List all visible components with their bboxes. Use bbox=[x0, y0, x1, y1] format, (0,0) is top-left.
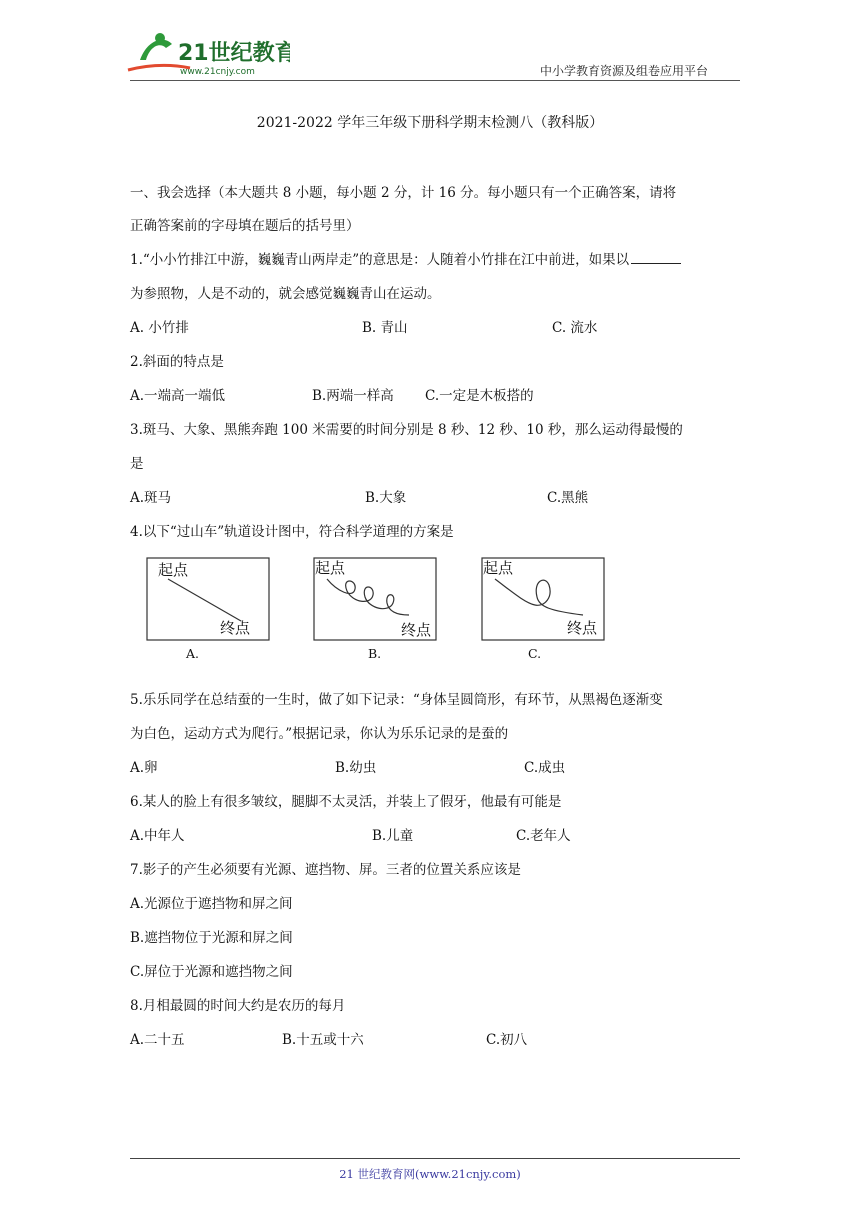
option-b: B.两端一样高 bbox=[312, 388, 394, 404]
start-label: 起点 bbox=[158, 561, 189, 579]
start-label: 起点 bbox=[315, 559, 346, 577]
option-b: B.遮挡物位于光源和屏之间 bbox=[130, 930, 293, 946]
question-5-line1: 5.乐乐同学在总结蚕的一生时，做了如下记录：“身体呈圆筒形，有环节，从黑褐色逐渐变 bbox=[130, 692, 663, 708]
question-1-line1 bbox=[130, 248, 681, 268]
track-path bbox=[327, 579, 409, 615]
track-diagram-a bbox=[146, 557, 270, 641]
question-6-text: 6.某人的脸上有很多皱纹，腿脚不太灵活，并装上了假牙，他最有可能是 bbox=[130, 794, 562, 810]
option-b: B.幼虫 bbox=[335, 760, 377, 776]
question-1-line2: 为参照物，人是不动的，就会感觉巍巍青山在运动。 bbox=[130, 286, 441, 302]
diagram-b-label: B. bbox=[368, 646, 382, 661]
site-logo bbox=[120, 30, 290, 80]
option-a: A. 小竹排 bbox=[130, 320, 189, 336]
option-b: B. 青山 bbox=[362, 320, 408, 336]
question-8-text: 8.月相最圆的时间大约是农历的每月 bbox=[130, 998, 346, 1014]
diagram-c-label: C. bbox=[528, 646, 542, 661]
track-diagram-b bbox=[313, 557, 437, 641]
diagram-a-label: A. bbox=[186, 646, 200, 661]
end-label: 终点 bbox=[567, 619, 598, 637]
end-label: 终点 bbox=[220, 619, 251, 637]
footer-divider bbox=[130, 1158, 740, 1159]
option-c: C.老年人 bbox=[516, 828, 571, 844]
option-a: A.一端高一端低 bbox=[130, 388, 226, 404]
option-b: B.儿童 bbox=[372, 828, 414, 844]
question-3-line1: 3.斑马、大象、黑熊奔跑 100 米需要的时间分别是 8 秒、12 秒、10 秒，那么运动得最慢的 bbox=[130, 422, 683, 438]
option-b: B.十五或十六 bbox=[282, 1032, 364, 1048]
logo-main-text: 21世纪教育 bbox=[178, 41, 290, 66]
option-c: C.黑熊 bbox=[547, 490, 589, 506]
track-path bbox=[168, 579, 241, 621]
runner-icon bbox=[140, 40, 172, 60]
question-4-text: 4.以下“过山车”轨道设计图中，符合科学道理的方案是 bbox=[130, 524, 454, 540]
end-label: 终点 bbox=[401, 621, 432, 639]
option-c: C.成虫 bbox=[524, 760, 566, 776]
question-3-line2: 是 bbox=[130, 456, 144, 472]
question-2-text: 2.斜面的特点是 bbox=[130, 354, 224, 370]
track-diagram-c bbox=[481, 557, 605, 641]
option-a: A.二十五 bbox=[130, 1032, 185, 1048]
option-a: A.斑马 bbox=[130, 490, 172, 506]
question-5-line2: 为白色，运动方式为爬行。”根据记录，你认为乐乐记录的是蚕的 bbox=[130, 726, 509, 742]
question-7-text: 7.影子的产生必须要有光源、遮挡物、屏。三者的位置关系应该是 bbox=[130, 862, 521, 878]
section-heading-line1: 一、我会选择（本大题共 8 小题，每小题 2 分，计 16 分。每小题只有一个正确答案，请将 bbox=[130, 185, 677, 201]
option-a: A.中年人 bbox=[130, 828, 185, 844]
option-b: B.大象 bbox=[365, 490, 407, 506]
answer-blank bbox=[631, 253, 681, 264]
page-title: 2021-2022 学年三年级下册科学期末检测八（教科版） bbox=[256, 115, 604, 131]
start-label: 起点 bbox=[483, 559, 514, 577]
option-a: A.卵 bbox=[130, 760, 158, 776]
option-c: C.屏位于光源和遮挡物之间 bbox=[130, 964, 293, 980]
section-heading-line2: 正确答案前的字母填在题后的括号里） bbox=[130, 218, 360, 234]
header-divider bbox=[130, 80, 740, 81]
track-path bbox=[495, 579, 583, 615]
logo-sub-text: www.21cnjy.com bbox=[180, 67, 255, 77]
header-platform-text: 中小学教育资源及组卷应用平台 bbox=[540, 64, 709, 78]
footer-link[interactable]: 21 世纪教育网(www.21cnjy.com) bbox=[339, 1167, 521, 1181]
question-1-text: 1.“小小竹排江中游，巍巍青山两岸走”的意思是：人随着小竹排在江中前进，如果以 bbox=[130, 252, 630, 268]
option-a: A.光源位于遮挡物和屏之间 bbox=[130, 896, 293, 912]
option-c: C.一定是木板搭的 bbox=[425, 388, 534, 404]
option-c: C.初八 bbox=[486, 1032, 528, 1048]
option-c: C. 流水 bbox=[552, 320, 598, 336]
